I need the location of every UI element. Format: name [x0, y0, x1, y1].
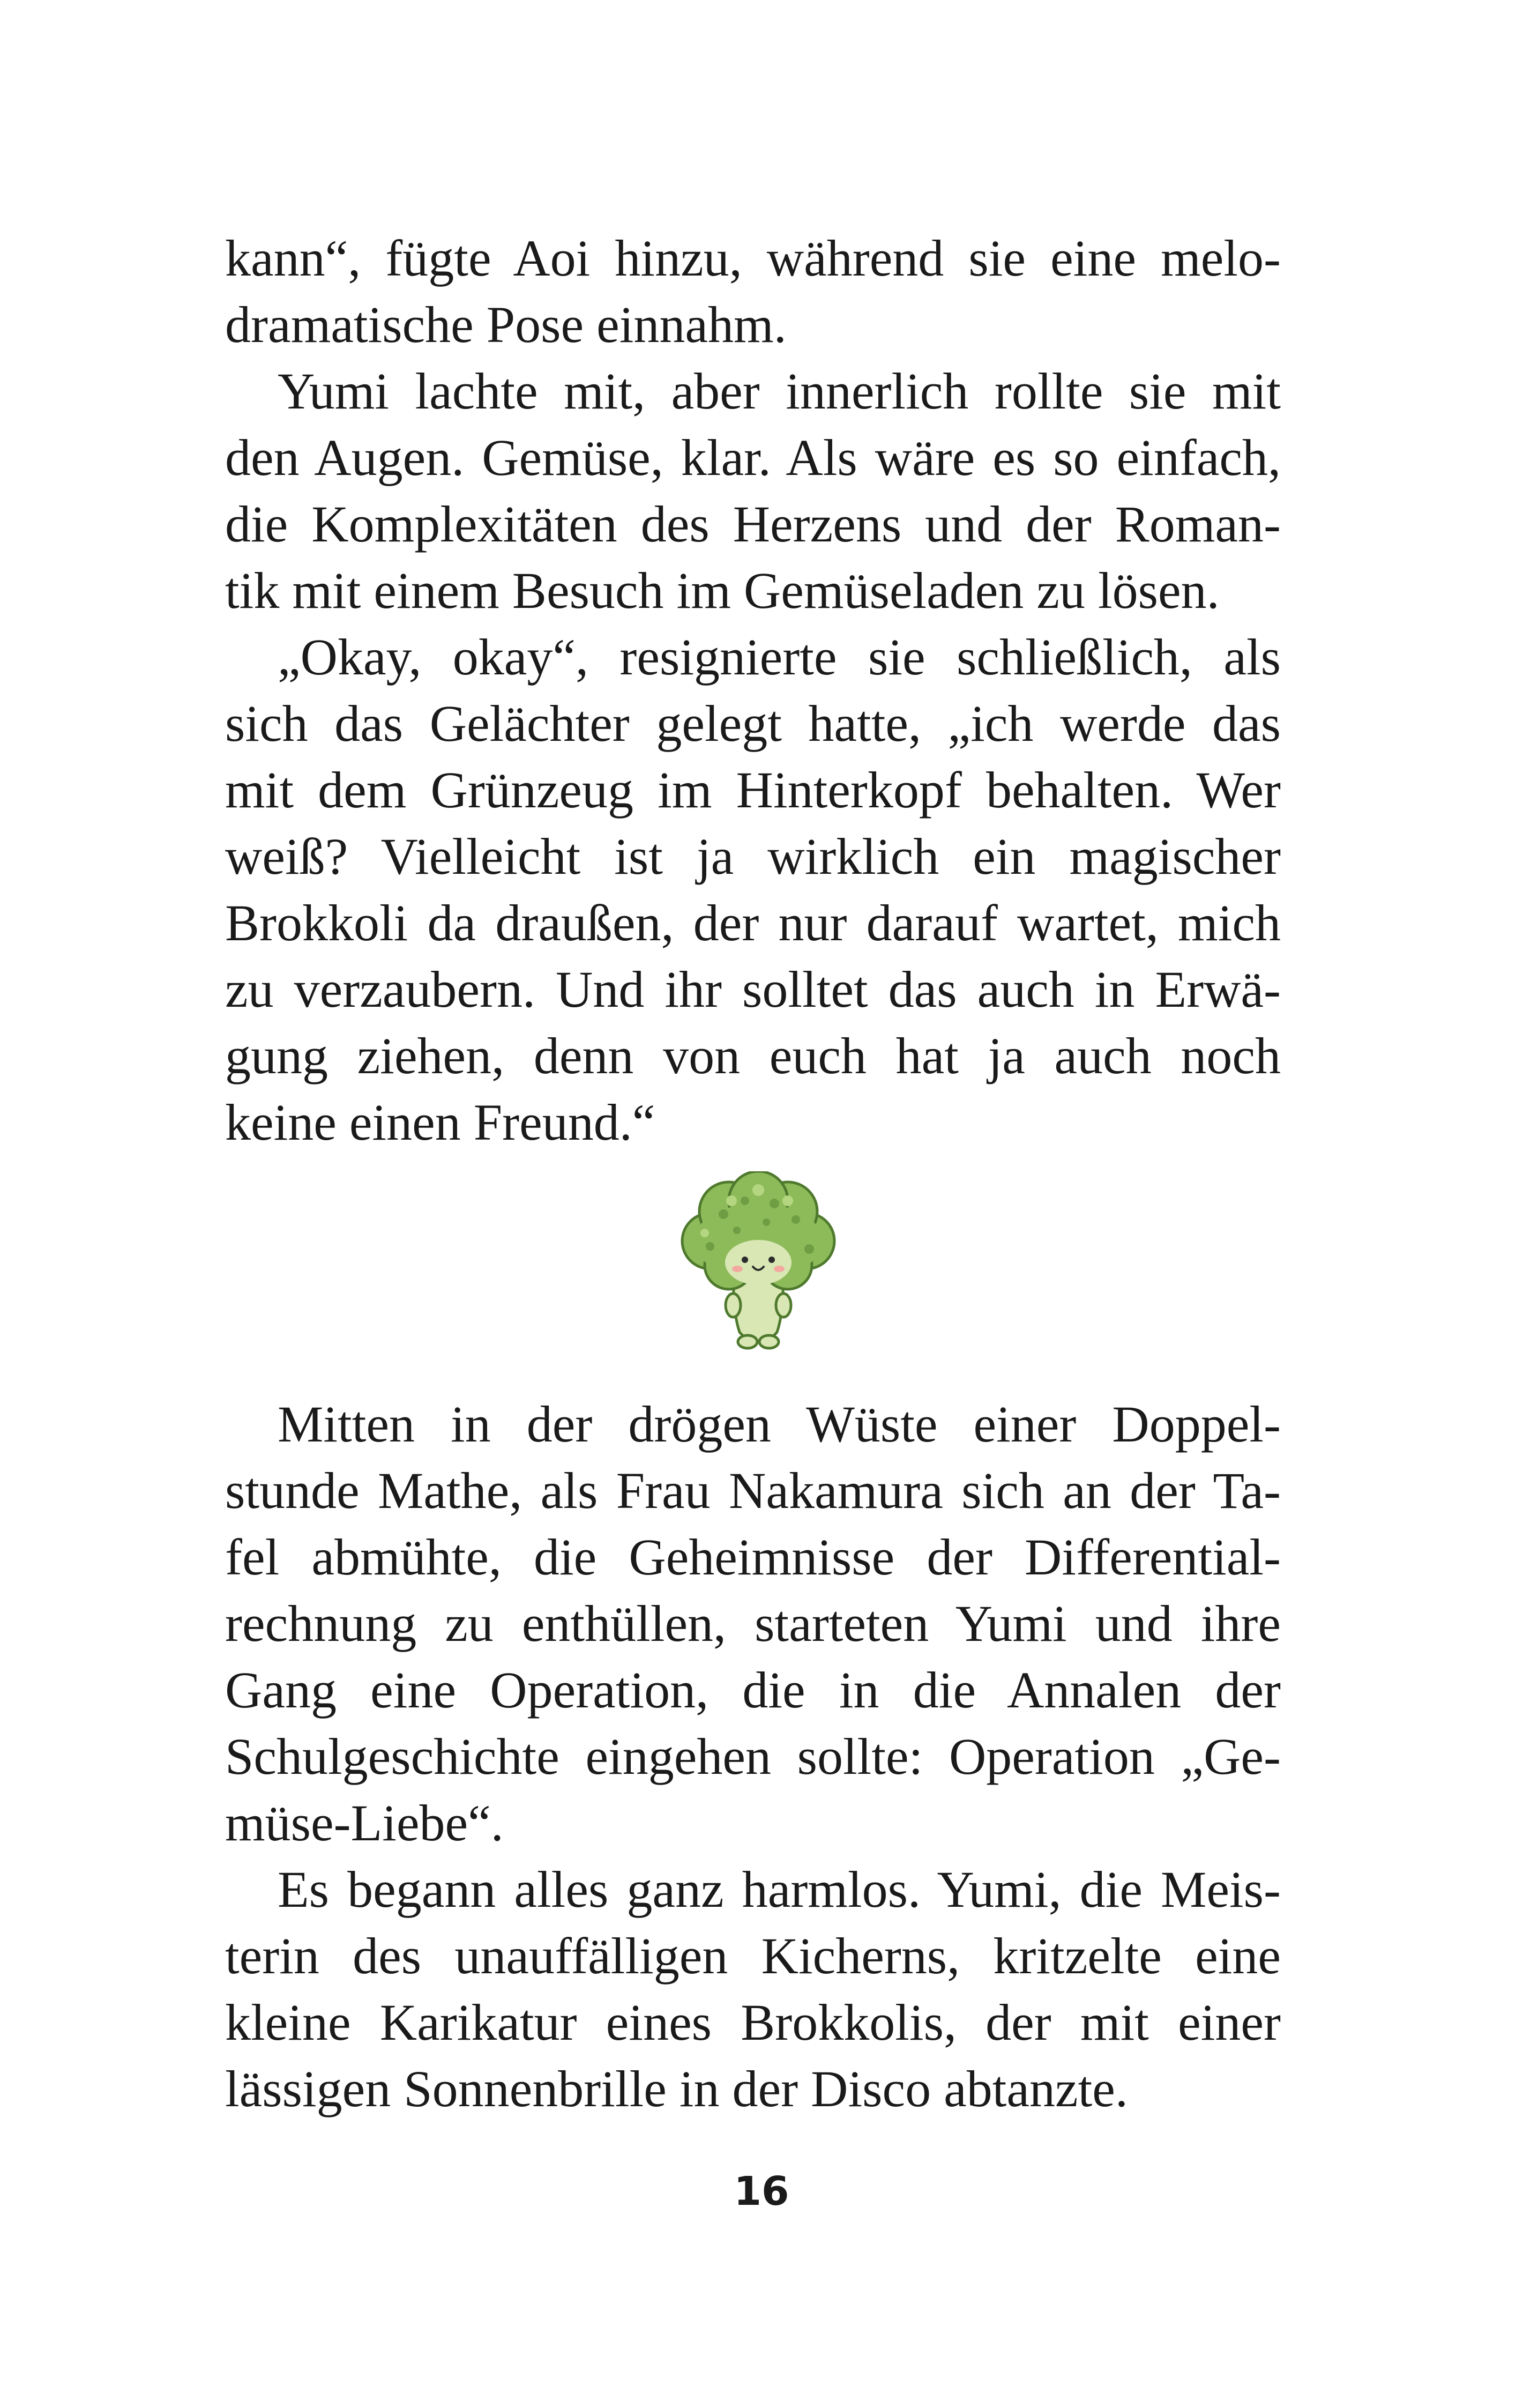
- broccoli-left-arm: [726, 1294, 741, 1317]
- right-cheek: [774, 1266, 785, 1272]
- text-line: Es begann alles ganz harmlos. Yumi, die Meis-: [278, 1861, 1281, 1918]
- text-line: „Okay, okay“, resignierte sie schließlich, als: [278, 628, 1281, 686]
- broccoli-right-arm: [776, 1294, 791, 1317]
- text-line: tik mit einem Besuch im Gemüseladen zu lösen.: [225, 562, 1220, 619]
- text-line: weiß? Vielleicht ist ja wirklich ein magischer: [225, 828, 1281, 885]
- text-line: kann“, fügte Aoi hinzu, während sie eine melo-: [225, 229, 1281, 287]
- text-line: Yumi lachte mit, aber innerlich rollte sie mit: [278, 362, 1281, 420]
- text-line: rechnung zu enthüllen, starteten Yumi und ihre: [225, 1595, 1281, 1652]
- page-number: 16: [734, 2168, 789, 2214]
- text-line: sich das Gelächter gelegt hatte, „ich werde das: [225, 695, 1281, 752]
- text-line: den Augen. Gemüse, klar. Als wäre es so einfach,: [225, 429, 1281, 486]
- text-line: Schulgeschichte eingehen sollte: Operation „Ge-: [225, 1728, 1281, 1785]
- text-line: zu verzaubern. Und ihr solltet das auch in Erwä-: [225, 961, 1281, 1018]
- text-line: lässigen Sonnenbrille in der Disco abtanzte.: [225, 2060, 1128, 2117]
- broccoli-left-foot: [738, 1335, 757, 1348]
- text-line: terin des unauffälligen Kicherns, kritzelte eine: [225, 1927, 1281, 1985]
- text-block-bottom: [225, 1391, 1281, 2122]
- text-line: Mitten in der drögen Wüste einer Doppel-: [278, 1395, 1281, 1453]
- text-line: kleine Karikatur eines Brokkolis, der mit einer: [225, 1994, 1281, 2051]
- text-line: müse-Liebe“.: [225, 1794, 504, 1852]
- text-line: keine einen Freund.“: [225, 1094, 655, 1151]
- text-line: dramatische Pose einnahm.: [225, 296, 787, 353]
- broccoli-right-foot: [759, 1335, 779, 1348]
- right-eye: [768, 1257, 775, 1263]
- left-eye: [742, 1257, 748, 1263]
- left-cheek: [732, 1266, 743, 1272]
- text-block-top: [225, 225, 1281, 1156]
- broccoli-character-icon: [659, 1171, 857, 1354]
- broccoli-face: [725, 1240, 792, 1285]
- text-line: Gang eine Operation, die in die Annalen der: [225, 1661, 1281, 1719]
- text-line: stunde Mathe, als Frau Nakamura sich an der Ta-: [225, 1462, 1281, 1519]
- text-line: gung ziehen, denn von euch hat ja auch noch: [225, 1027, 1281, 1084]
- text-line: Brokkoli da draußen, der nur darauf wartet, mich: [225, 894, 1281, 952]
- text-line: mit dem Grünzeug im Hinterkopf behalten. Wer: [225, 761, 1281, 819]
- text-line: fel abmühte, die Geheimnisse der Differential-: [225, 1528, 1281, 1586]
- text-line: die Komplexitäten des Herzens und der Roman-: [225, 495, 1281, 553]
